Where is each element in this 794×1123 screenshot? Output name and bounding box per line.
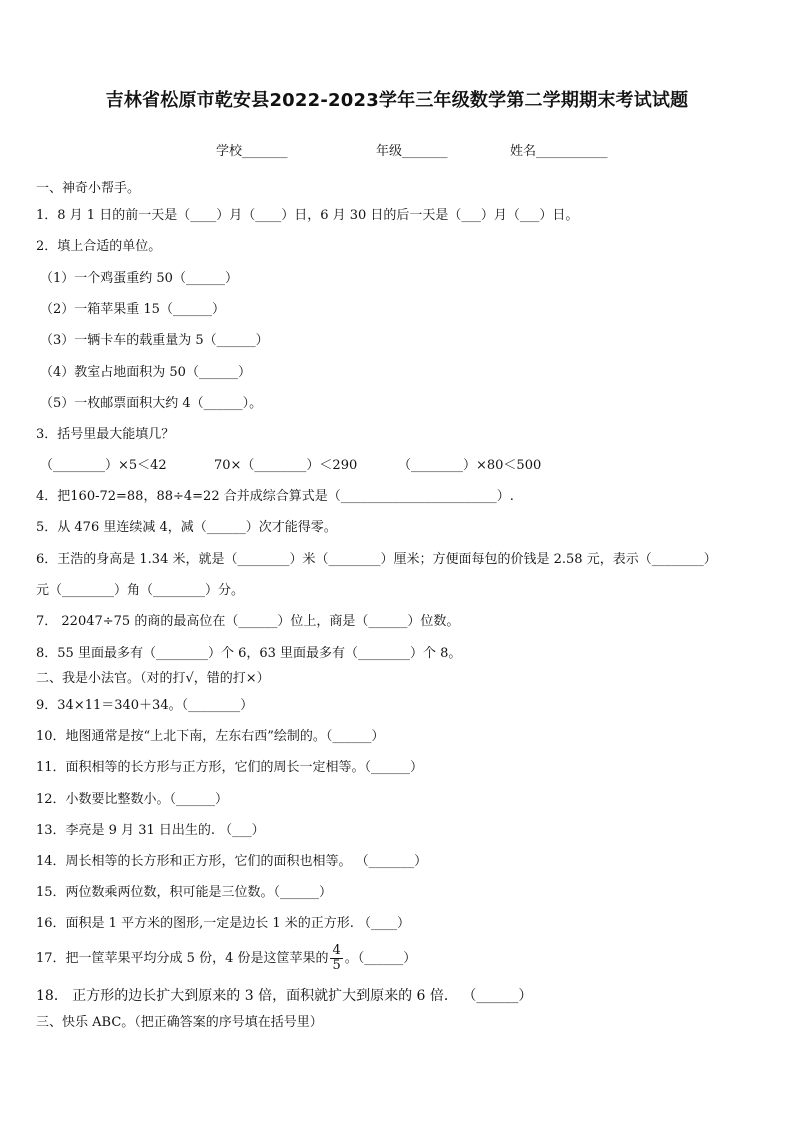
question-17-text: 17．把一筐苹果平均分成 5 份，4 份是这筐苹果的	[36, 951, 329, 966]
question-14: 14．周长相等的长方形和正方形，它们的面积也相等。 （_______）	[36, 854, 428, 869]
fraction-denominator: 5	[332, 958, 341, 973]
question-18: 18． 正方形的边长扩大到原来的 3 倍，面积就扩大到原来的 6 倍． （______）	[36, 988, 533, 1004]
question-12: 12．小数要比整数小。（______）	[36, 792, 229, 807]
question-17	[36, 944, 764, 974]
fraction-numerator: 4	[332, 943, 341, 958]
section-2-heading: 二、我是小法官。（对的打√，错的打×）	[36, 671, 270, 686]
question-11: 11．面积相等的长方形与正方形，它们的周长一定相等。（______）	[36, 760, 424, 775]
question-3-item-2: 70×（________）＜290	[214, 458, 358, 473]
question-3-item-1: （________）×5＜42	[40, 458, 167, 473]
question-16: 16．面积是 1 平方米的图形,一定是边长 1 米的正方形. （____）	[36, 916, 411, 931]
question-2-item-4: （4）教室占地面积为 50（______）	[40, 365, 251, 380]
fraction	[330, 944, 342, 973]
question-8: 8．55 里面最多有（________）个 6，63 里面最多有（________）个 8。	[36, 646, 462, 661]
school-field: 学校_______	[216, 144, 288, 159]
question-2-item-2: （2）一箱苹果重 15（______）	[40, 302, 225, 317]
question-6: 6．王浩的身高是 1.34 米，就是（________）米（________）厘米；方便面每包的价钱是 2.58 元，表示（________）	[36, 552, 717, 567]
question-6-continued: 元（________）角（________）分。	[36, 583, 245, 598]
question-3-item-3: （________）×80＜500	[398, 458, 542, 473]
question-10: 10．地图通常是按“上北下南，左东右西”绘制的。（______）	[36, 729, 385, 744]
question-13: 13．李亮是 9 月 31 日出生的. （___）	[36, 823, 265, 838]
section-1-heading: 一、神奇小帮手。	[36, 181, 141, 196]
question-17-answer: 。（______）	[344, 951, 417, 966]
question-5: 5．从 476 里连续减 4，减（______）次才能得零。	[36, 520, 337, 535]
question-2-item-5: （5）一枚邮票面积大约 4（______）。	[40, 396, 263, 411]
question-2-item-3: （3）一辆卡车的载重量为 5（______）	[40, 333, 269, 348]
question-2-item-1: （1）一个鸡蛋重约 50（______）	[40, 271, 238, 286]
question-9: 9．34×11＝340＋34。（________）	[36, 698, 254, 713]
question-1: 1．8 月 1 日的前一天是（____）月（____）日，6 月 30 日的后一天是（___）月（___）日。	[36, 208, 579, 223]
question-4: 4．把160-72=88，88÷4=22 合并成综合算式是（________________________）.	[36, 489, 514, 504]
name-field: 姓名___________	[510, 144, 608, 159]
section-3-heading: 三、快乐 ABC。（把正确答案的序号填在括号里）	[36, 1015, 323, 1030]
question-15: 15．两位数乘两位数，积可能是三位数。（______）	[36, 885, 333, 900]
question-7: 7． 22047÷75 的商的最高位在（______）位上，商是（______）位数。	[36, 614, 460, 629]
question-2: 2．填上合适的单位。	[36, 239, 162, 254]
page-title: 吉林省松原市乾安县2022-2023学年三年级数学第二学期期末考试试题	[105, 90, 689, 111]
question-3: 3．括号里最大能填几？	[36, 427, 175, 442]
grade-field: 年级_______	[376, 144, 448, 159]
